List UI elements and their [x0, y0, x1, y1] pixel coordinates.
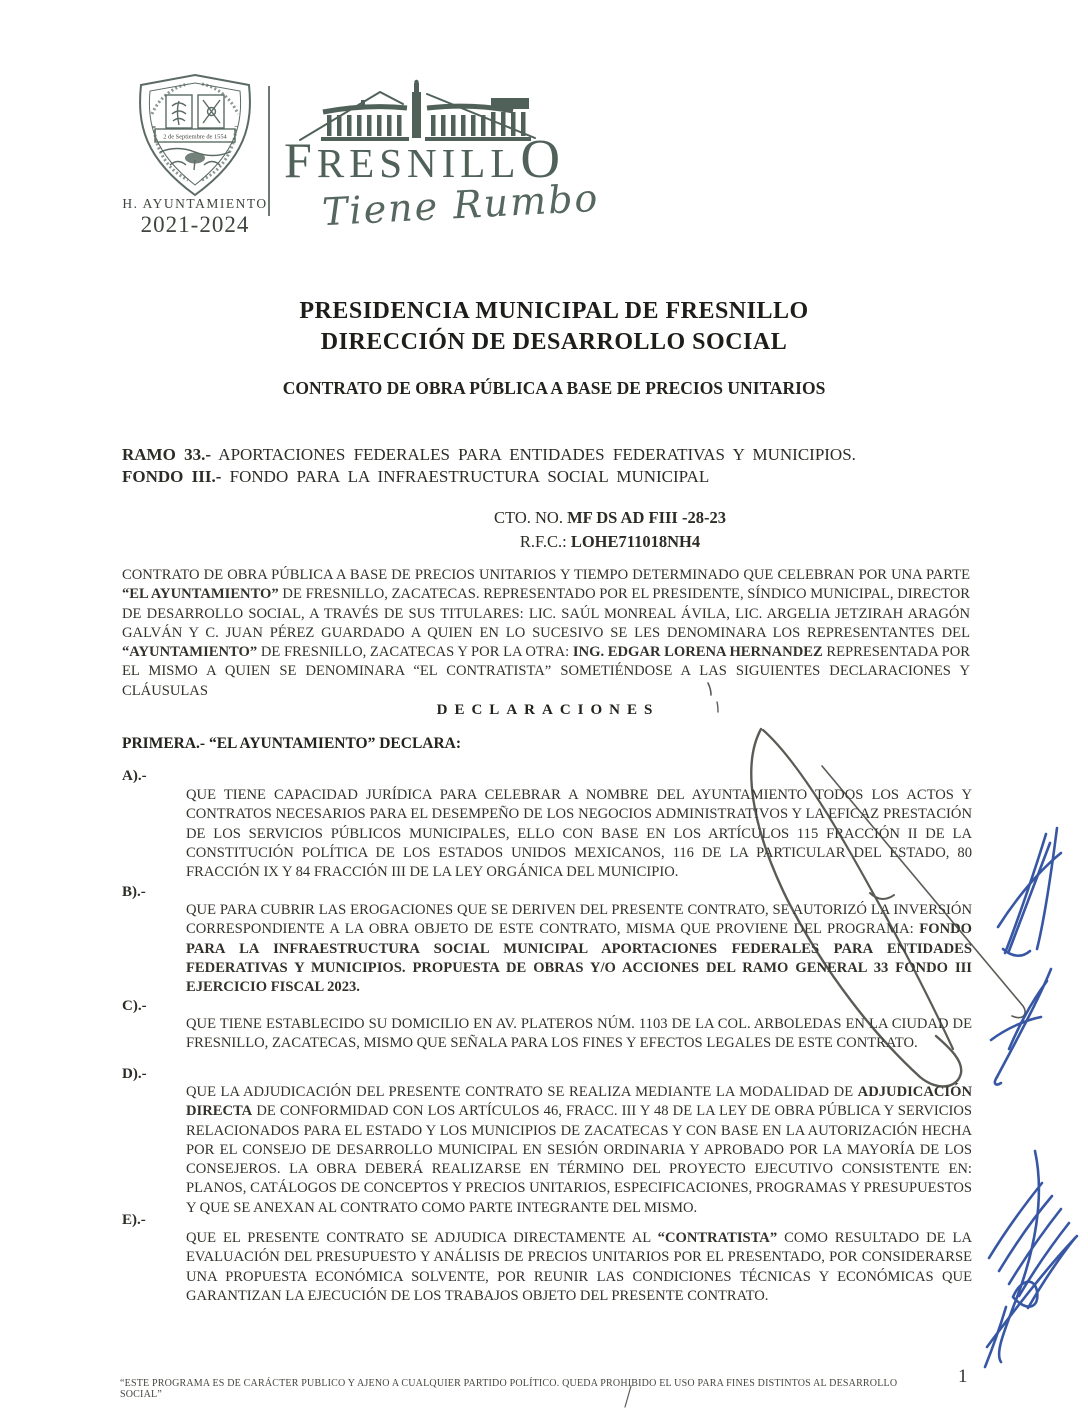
blue-initials-upper [998, 828, 1061, 956]
clause-b-body: QUE PARA CUBRIR LAS EROGACIONES QUE SE DERIVEN DEL PRESENTE CONTRATO, SE AUTORIZÓ LA INVERSIÓN CORRESPONDIENTE A LA OBRA OBJETO DE ESTE CONTRATO, MISMA QUE PROVIENE DEL PROGRAMA: FONDO PARA LA INFRAESTRUCTURA SOCIAL MUNICIPAL APORTACIONES FEDERALES PARA ENTIDADES FEDERATIVAS Y MUNICIPIOS. PROPUESTA DE OBRAS Y/O ACCIONES DEL RAMO GENERAL 33 FONDO III EJERCICIO FISCAL 2023. [186, 902, 972, 996]
ramo-line: RAMO 33.- APORTACIONES FEDERALES PARA ENTIDADES FEDERATIVAS Y MUNICIPIOS. [122, 445, 856, 464]
clause-a-label: A).- [122, 768, 147, 784]
shield-org-label: H. AYUNTAMIENTO [122, 196, 268, 211]
clause-b-label: B).- [122, 884, 146, 900]
brand-name-final: O [520, 128, 566, 189]
doc-subtitle: CONTRATO DE OBRA PÚBLICA A BASE DE PRECIOS UNITARIOS [282, 378, 826, 398]
clause-c-label: C).- [122, 998, 147, 1014]
doc-title-line1: PRESIDENCIA MUNICIPAL DE FRESNILLO [299, 298, 809, 324]
clause-a-body: QUE TIENE CAPACIDAD JURÍDICA PARA CELEBRAR A NOMBRE DEL AYUNTAMIENTO TODOS LOS ACTOS Y CONTRATOS NECESARIOS PARA EL DESEMPEÑO DE LOS NEGOCIOS ADMINISTRATIVOS Y LA EFICAZ PRESTACIÓN DE LOS SERVICIOS PÚBLICOS MUNICIPALES, ELLO CON BASE EN LOS ARTÍCULOS 115 FRACCIÓN II DE LA CONSTITUCIÓN POLÍTICA DE LOS ESTADOS UNIDOS MEXICANOS, 116 DE LA PARTICULAR DEL ESTADO, 80 FRACCIÓN IX Y 84 FRACCIÓN III DE LA LEY ORGÁNICA DEL MUNICIPIO. [186, 787, 972, 881]
clause-e-label: E).- [122, 1212, 146, 1228]
rfc-line: R.F.C.: LOHE711018NH4 [519, 532, 701, 551]
shield-icon [128, 72, 262, 198]
clause-c-body: QUE TIENE ESTABLECIDO SU DOMICILIO EN AV. PLATEROS NÚM. 1103 DE LA COL. ARBOLEDAS EN LA CIUDAD DE FRESNILLO, ZACATECAS, MISMO QUE SEÑALA PARA LOS FINES Y EFECTOS LEGALES DE ESTE CONTRATO. [186, 1016, 972, 1052]
shield-banner-text: 2 de Septiembre de 1554 [163, 133, 227, 141]
shield-term-label: 2021-2024 [140, 212, 250, 237]
clause-d-body: QUE LA ADJUDICACIÓN DEL PRESENTE CONTRATO SE REALIZA MEDIANTE LA MODALIDAD DE ADJUDICACIÓN DIRECTA DE CONFORMIDAD CON LOS ARTÍCULOS 46, FRACC. III Y 48 DE LA LEY DE OBRA PÚBLICA Y SERVICIOS RELACIONADOS PARA EL ESTADO Y LOS MUNICIPIOS DE ZACATECAS Y CON BASE EN LA AUTORIZACIÓN HECHA POR EL CONSEJO DE DESARROLLO MUNICIPAL EN SESIÓN ORDINARIA Y APROBADO POR LA MAYORÍA DE LOS CONSEJEROS. LA OBRA DEBERÁ REALIZARSE EN TÉRMINO DEL PROYECTO EJECUTIVO CONSISTENTE EN: PLANOS, CATÁLOGOS DE CONCEPTOS Y PRECIOS UNITARIOS, ESPECIFICACIONES, PROGRAMAS Y PRESUPUESTOS Y QUE SE ANEXAN AL CONTRATO COMO PARTE INTEGRANTE DEL MISMO. [186, 1084, 972, 1216]
doc-title [124, 296, 984, 358]
program-block [122, 444, 972, 488]
doc-title-line2: DIRECCIÓN DE DESARROLLO SOCIAL [320, 329, 788, 355]
header-divider [268, 86, 270, 216]
reference-block [330, 506, 890, 554]
brand-name-middle: RESNILL [316, 140, 521, 186]
blue-initials-lower [991, 969, 1051, 1085]
primera-heading: PRIMERA.- “EL AYUNTAMIENTO” DECLARA: [122, 735, 462, 752]
contract-number: CTO. NO. MF DS AD FIII -28-23 [494, 508, 726, 527]
brand-name-initial: F [284, 132, 317, 188]
fondo-line: FONDO III.- FONDO PARA LA INFRAESTRUCTURA SOCIAL MUNICIPAL [122, 467, 710, 486]
signature-scribble [985, 1151, 1077, 1367]
intro-paragraph: CONTRATO DE OBRA PÚBLICA A BASE DE PRECIOS UNITARIOS Y TIEMPO DETERMINADO QUE CELEBRAN POR UNA PARTE “EL AYUNTAMIENTO” DE FRESNILLO, ZACATECAS. REPRESENTADO POR EL PRESIDENTE, SÍNDICO MUNICIPAL, DIRECTOR DE DESARROLLO SOCIAL, A TRAVÉS DE SUS TITULARES: LIC. SAÚL MONREAL ÁVILA, LIC. ARGELIA JETZIRAH ARAGÓN GALVÁN Y C. JUAN PÉREZ GUARDADO A QUIEN EN LO SUCESIVO SE LES DENOMINARA LOS REPRESENTANTES DEL “AYUNTAMIENTO” DE FRESNILLO, ZACATECAS Y POR LA OTRA: ING. EDGAR LORENA HERNANDEZ REPRESENTADA POR EL MISMO A QUIEN SE DENOMINARA “EL CONTRATISTA” SOMETIÉNDOSE A LAS SIGUIENTES DECLARACIONES Y CLÁUSULAS [122, 567, 970, 699]
footer-disclaimer: “ESTE PROGRAMA ES DE CARÁCTER PUBLICO Y AJENO A CUALQUIER PARTIDO POLÍTICO. QUEDA PROHIBIDO EL USO PARA FINES DISTINTOS AL DESARROLLO SOCIAL” [120, 1378, 898, 1400]
shield-caption [122, 196, 268, 238]
brand-tagline: Tiene Rumbo [321, 175, 601, 235]
page-number: 1 [958, 1366, 968, 1387]
declarations-heading: DECLARACIONES [436, 702, 660, 718]
clause-d-label: D).- [122, 1066, 147, 1082]
clause-e-body: QUE EL PRESENTE CONTRATO SE ADJUDICA DIRECTAMENTE AL “CONTRATISTA” COMO RESULTADO DE LA EVALUACIÓN DEL PRESUPUESTO Y ANÁLISIS DE PRECIOS UNITARIOS POR EL PRESENTADO, POR CONSIDERARSE UNA PROPUESTA ECONÓMICA SOLVENTE, POR REUNIR LAS CONDICIONES TÉCNICAS Y ECONÓMICAS QUE GARANTIZAN LA EJECUCIÓN DE LOS TRABAJOS OBJETO DEL PRESENTE CONTRATO. [186, 1230, 973, 1304]
